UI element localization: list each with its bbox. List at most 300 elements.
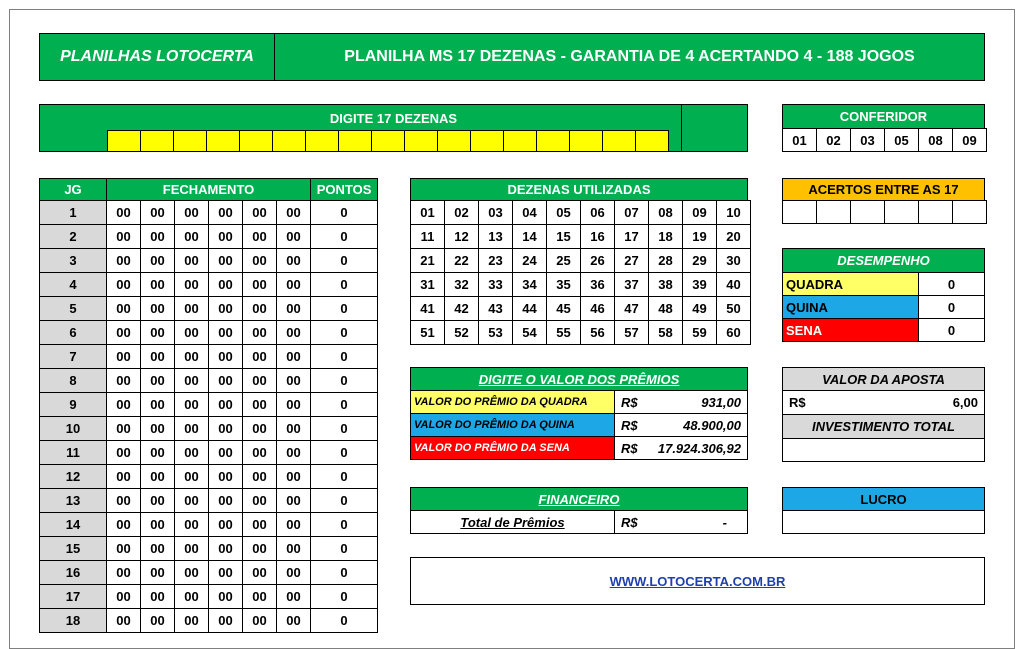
desempenho-row: [782, 318, 985, 342]
dezena-cell: 47: [615, 297, 649, 321]
dezena-cell: 22: [445, 249, 479, 273]
premio-currency: R$: [621, 417, 638, 433]
game-pontos: 0: [311, 585, 378, 609]
premio-row: [410, 413, 748, 437]
game-dezena: 00: [175, 225, 209, 249]
input-number-cell[interactable]: [239, 130, 273, 152]
game-dezena: 00: [141, 585, 175, 609]
game-dezena: 00: [141, 225, 175, 249]
dezenas-row: [411, 225, 751, 249]
dezena-cell: 14: [513, 225, 547, 249]
desempenho-value: 0: [947, 322, 956, 338]
game-dezena: 00: [209, 513, 243, 537]
input-number-cell[interactable]: [503, 130, 537, 152]
game-dezena: 00: [141, 345, 175, 369]
dezenas-row: [411, 249, 751, 273]
game-dezena: 00: [107, 585, 141, 609]
acertos-cells: [782, 200, 987, 224]
input-number-cell[interactable]: [140, 130, 174, 152]
game-dezena: 00: [277, 225, 311, 249]
game-dezena: 00: [175, 489, 209, 513]
game-dezena: 00: [209, 465, 243, 489]
col-jg-header: JG: [40, 179, 107, 201]
game-dezena: 00: [277, 393, 311, 417]
dezena-cell: 49: [683, 297, 717, 321]
game-dezena: 00: [141, 393, 175, 417]
game-dezena: 00: [209, 609, 243, 633]
financeiro-label: Total de Prêmios: [460, 514, 565, 530]
game-dezena: 00: [209, 561, 243, 585]
dezena-cell: 55: [547, 321, 581, 345]
game-dezena: 00: [209, 321, 243, 345]
game-number: 17: [40, 585, 107, 609]
game-dezena: 00: [277, 249, 311, 273]
game-dezena: 00: [141, 537, 175, 561]
desempenho-rows: [782, 272, 985, 342]
acerto-cell: [816, 200, 851, 224]
game-dezena: 00: [175, 273, 209, 297]
game-pontos: 0: [311, 513, 378, 537]
input-number-cell[interactable]: [305, 130, 339, 152]
conferidor-number-cell[interactable]: 01: [782, 128, 817, 152]
dezena-cell: 25: [547, 249, 581, 273]
game-number: 2: [40, 225, 107, 249]
game-dezena: 00: [175, 441, 209, 465]
game-dezena: 00: [175, 393, 209, 417]
dezena-cell: 19: [683, 225, 717, 249]
game-dezena: 00: [243, 417, 277, 441]
game-dezena: 00: [209, 249, 243, 273]
financeiro-currency: R$: [621, 514, 638, 530]
game-pontos: 0: [311, 417, 378, 441]
dezena-cell: 31: [411, 273, 445, 297]
dezena-cell: 03: [479, 201, 513, 225]
game-row: [40, 417, 378, 441]
game-dezena: 00: [141, 609, 175, 633]
game-dezena: 00: [107, 489, 141, 513]
game-dezena: 00: [209, 417, 243, 441]
financeiro-value-cell: [615, 511, 747, 533]
game-number: 5: [40, 297, 107, 321]
game-dezena: 00: [175, 513, 209, 537]
game-pontos: 0: [311, 297, 378, 321]
game-row: [40, 441, 378, 465]
premio-label: VALOR DO PRÊMIO DA QUADRA: [411, 391, 615, 413]
financeiro-header: [410, 487, 748, 511]
dezenas-row: [411, 297, 751, 321]
lucro-header: [782, 487, 985, 511]
game-number: 15: [40, 537, 107, 561]
game-dezena: 00: [107, 417, 141, 441]
dezena-cell: 40: [717, 273, 751, 297]
page-title-banner: [274, 33, 985, 81]
acertos-title: ACERTOS ENTRE AS 17: [808, 182, 959, 197]
conferidor-number-cell[interactable]: 09: [952, 128, 987, 152]
investimento-title: INVESTIMENTO TOTAL: [811, 419, 955, 434]
dezena-cell: 42: [445, 297, 479, 321]
dezena-cell: 01: [411, 201, 445, 225]
game-dezena: 00: [277, 585, 311, 609]
game-dezena: 00: [141, 441, 175, 465]
game-row: [40, 393, 378, 417]
dezenas-header: [410, 178, 748, 201]
game-dezena: 00: [107, 609, 141, 633]
game-dezena: 00: [141, 369, 175, 393]
game-dezena: 00: [141, 201, 175, 225]
game-dezena: 00: [243, 321, 277, 345]
dezena-cell: 28: [649, 249, 683, 273]
game-dezena: 00: [175, 561, 209, 585]
game-dezena: 00: [277, 441, 311, 465]
conferidor-number-cell[interactable]: 08: [918, 128, 953, 152]
game-dezena: 00: [243, 537, 277, 561]
game-number: 6: [40, 321, 107, 345]
game-number: 18: [40, 609, 107, 633]
game-dezena: 00: [141, 465, 175, 489]
premios-header: [410, 367, 748, 391]
col-pontos-header: PONTOS: [311, 179, 378, 201]
game-pontos: 0: [311, 489, 378, 513]
game-dezena: 00: [277, 297, 311, 321]
premio-label: VALOR DO PRÊMIO DA SENA: [411, 437, 615, 459]
game-dezena: 00: [175, 537, 209, 561]
game-dezena: 00: [175, 201, 209, 225]
dezena-cell: 57: [615, 321, 649, 345]
brand-title: PLANILHAS LOTOCERTA: [60, 48, 254, 65]
acerto-cell: [918, 200, 953, 224]
dezena-cell: 18: [649, 225, 683, 249]
game-pontos: 0: [311, 537, 378, 561]
game-dezena: 00: [107, 297, 141, 321]
game-dezena: 00: [277, 201, 311, 225]
aposta-currency: R$: [789, 395, 806, 410]
premios-title: DIGITE O VALOR DOS PRÊMIOS: [478, 371, 680, 387]
input-number-cell[interactable]: [272, 130, 306, 152]
financeiro-title: FINANCEIRO: [538, 491, 620, 507]
game-row: [40, 489, 378, 513]
game-number: 4: [40, 273, 107, 297]
conferidor-header: [782, 104, 985, 129]
lucro-value-cell: [782, 510, 985, 534]
game-dezena: 00: [243, 249, 277, 273]
premio-value: 17.924.306,92: [657, 440, 741, 456]
game-dezena: 00: [175, 369, 209, 393]
input-number-cell[interactable]: [206, 130, 240, 152]
game-number: 11: [40, 441, 107, 465]
game-row: [40, 369, 378, 393]
financeiro-label-cell: [411, 511, 615, 533]
dezena-cell: 24: [513, 249, 547, 273]
game-row: [40, 513, 378, 537]
game-dezena: 00: [141, 513, 175, 537]
game-row: [40, 465, 378, 489]
dezena-cell: 05: [547, 201, 581, 225]
game-pontos: 0: [311, 441, 378, 465]
game-dezena: 00: [243, 513, 277, 537]
game-number: 12: [40, 465, 107, 489]
conferidor-title: CONFERIDOR: [839, 109, 928, 124]
dezena-cell: 37: [615, 273, 649, 297]
conferidor-number-cells: [782, 128, 987, 152]
input-numbers-panel: [39, 104, 748, 152]
game-dezena: 00: [141, 297, 175, 321]
games-table: [39, 178, 378, 633]
game-dezena: 00: [107, 321, 141, 345]
dezena-cell: 51: [411, 321, 445, 345]
dezena-cell: 17: [615, 225, 649, 249]
dezena-cell: 10: [717, 201, 751, 225]
input-number-cells: [107, 130, 669, 152]
dezena-cell: 35: [547, 273, 581, 297]
game-dezena: 00: [141, 273, 175, 297]
acerto-cell: [952, 200, 987, 224]
dezena-cell: 44: [513, 297, 547, 321]
input-number-cell[interactable]: [338, 130, 372, 152]
game-dezena: 00: [277, 489, 311, 513]
dezena-cell: 11: [411, 225, 445, 249]
game-dezena: 00: [277, 537, 311, 561]
input-number-cell[interactable]: [437, 130, 471, 152]
game-row: [40, 609, 378, 633]
premio-currency: R$: [621, 394, 638, 410]
input-number-cell[interactable]: [404, 130, 438, 152]
game-row: [40, 537, 378, 561]
game-pontos: 0: [311, 273, 378, 297]
games-table-wrap: [39, 178, 377, 628]
acertos-header: [782, 178, 985, 201]
game-dezena: 00: [243, 441, 277, 465]
input-number-cell[interactable]: [536, 130, 570, 152]
dezena-cell: 29: [683, 249, 717, 273]
premio-value: 48.900,00: [683, 417, 741, 433]
investimento-header: [782, 414, 985, 439]
dezena-cell: 02: [445, 201, 479, 225]
game-number: 1: [40, 201, 107, 225]
game-pontos: 0: [311, 465, 378, 489]
game-pontos: 0: [311, 393, 378, 417]
game-dezena: 00: [141, 489, 175, 513]
game-pontos: 0: [311, 369, 378, 393]
dezena-cell: 48: [649, 297, 683, 321]
premio-label: VALOR DO PRÊMIO DA QUINA: [411, 414, 615, 436]
dezena-cell: 45: [547, 297, 581, 321]
aposta-row[interactable]: [782, 390, 985, 415]
game-dezena: 00: [277, 321, 311, 345]
game-dezena: 00: [107, 369, 141, 393]
game-row: [40, 585, 378, 609]
financeiro-value: -: [722, 514, 727, 530]
premio-row: [410, 390, 748, 414]
dezena-cell: 53: [479, 321, 513, 345]
desempenho-row: [782, 295, 985, 319]
dezena-cell: 15: [547, 225, 581, 249]
game-dezena: 00: [209, 489, 243, 513]
game-dezena: 00: [141, 249, 175, 273]
input-number-cell[interactable]: [470, 130, 504, 152]
premio-value-cell[interactable]: [615, 437, 747, 459]
game-pontos: 0: [311, 321, 378, 345]
input-number-cell[interactable]: [371, 130, 405, 152]
game-dezena: 00: [175, 417, 209, 441]
dezena-cell: 41: [411, 297, 445, 321]
dezena-cell: 07: [615, 201, 649, 225]
premio-value-cell[interactable]: [615, 391, 747, 413]
game-dezena: 00: [107, 465, 141, 489]
game-pontos: 0: [311, 609, 378, 633]
game-dezena: 00: [175, 609, 209, 633]
desempenho-value: 0: [947, 299, 956, 315]
game-row: [40, 321, 378, 345]
website-link[interactable]: WWW.LOTOCERTA.COM.BR: [609, 573, 786, 589]
game-row: [40, 561, 378, 585]
game-dezena: 00: [175, 585, 209, 609]
game-pontos: 0: [311, 201, 378, 225]
game-row: [40, 225, 378, 249]
game-dezena: 00: [243, 465, 277, 489]
game-pontos: 0: [311, 561, 378, 585]
game-dezena: 00: [277, 273, 311, 297]
dezena-cell: 08: [649, 201, 683, 225]
game-dezena: 00: [277, 513, 311, 537]
input-number-cell[interactable]: [602, 130, 636, 152]
input-number-cell[interactable]: [569, 130, 603, 152]
conferidor-number-cell[interactable]: 03: [850, 128, 885, 152]
dezena-cell: 50: [717, 297, 751, 321]
game-dezena: 00: [243, 273, 277, 297]
desempenho-label: SENA: [783, 319, 919, 341]
conferidor-number-cell[interactable]: 02: [816, 128, 851, 152]
dezenas-row: [411, 201, 751, 225]
lucro-title: LUCRO: [860, 491, 907, 507]
dezena-cell: 13: [479, 225, 513, 249]
dezena-cell: 21: [411, 249, 445, 273]
acerto-cell: [782, 200, 817, 224]
premio-currency: R$: [621, 440, 638, 456]
game-dezena: 00: [107, 225, 141, 249]
game-number: 9: [40, 393, 107, 417]
page-title: PLANILHA MS 17 DEZENAS - GARANTIA DE 4 ACERTANDO 4 - 188 JOGOS: [344, 48, 915, 65]
game-number: 7: [40, 345, 107, 369]
game-number: 14: [40, 513, 107, 537]
game-row: [40, 201, 378, 225]
game-dezena: 00: [107, 441, 141, 465]
dezena-cell: 30: [717, 249, 751, 273]
dezenas-table: [410, 200, 751, 345]
premio-value: 931,00: [701, 394, 741, 410]
aposta-title: VALOR DA APOSTA: [822, 371, 945, 387]
dezena-cell: 33: [479, 273, 513, 297]
game-number: 8: [40, 369, 107, 393]
game-number: 13: [40, 489, 107, 513]
game-dezena: 00: [141, 561, 175, 585]
dezena-cell: 34: [513, 273, 547, 297]
dezena-cell: 16: [581, 225, 615, 249]
dezena-cell: 12: [445, 225, 479, 249]
game-row: [40, 273, 378, 297]
game-dezena: 00: [107, 513, 141, 537]
desempenho-label: QUADRA: [783, 273, 919, 295]
desempenho-title: DESEMPENHO: [837, 253, 930, 268]
game-number: 3: [40, 249, 107, 273]
game-dezena: 00: [277, 561, 311, 585]
col-fechamento-header: FECHAMENTO: [107, 179, 311, 201]
dezenas-row: [411, 321, 751, 345]
game-dezena: 00: [175, 345, 209, 369]
dezena-cell: 20: [717, 225, 751, 249]
game-dezena: 00: [107, 273, 141, 297]
dezena-cell: 04: [513, 201, 547, 225]
game-dezena: 00: [175, 249, 209, 273]
desempenho-label: QUINA: [783, 296, 919, 318]
game-dezena: 00: [243, 489, 277, 513]
game-pontos: 0: [311, 345, 378, 369]
input-number-cell[interactable]: [107, 130, 141, 152]
game-dezena: 00: [209, 393, 243, 417]
dezena-cell: 43: [479, 297, 513, 321]
dezena-cell: 54: [513, 321, 547, 345]
game-dezena: 00: [243, 609, 277, 633]
game-dezena: 00: [243, 225, 277, 249]
premio-row: [410, 436, 748, 460]
dezena-cell: 36: [581, 273, 615, 297]
game-pontos: 0: [311, 249, 378, 273]
game-dezena: 00: [107, 537, 141, 561]
aposta-value: 6,00: [952, 395, 978, 410]
dezenas-title: DEZENAS UTILIZADAS: [507, 182, 651, 197]
game-dezena: 00: [209, 537, 243, 561]
game-dezena: 00: [107, 345, 141, 369]
financeiro-row: [410, 510, 748, 534]
dezena-cell: 09: [683, 201, 717, 225]
game-dezena: 00: [277, 345, 311, 369]
dezena-cell: 46: [581, 297, 615, 321]
game-dezena: 00: [243, 561, 277, 585]
game-dezena: 00: [243, 393, 277, 417]
dezenas-row: [411, 273, 751, 297]
game-dezena: 00: [209, 297, 243, 321]
desempenho-row: [782, 272, 985, 296]
game-dezena: 00: [243, 345, 277, 369]
game-dezena: 00: [141, 321, 175, 345]
dezena-cell: 27: [615, 249, 649, 273]
conferidor-number-cell[interactable]: 05: [884, 128, 919, 152]
dezena-cell: 26: [581, 249, 615, 273]
dezena-cell: 38: [649, 273, 683, 297]
game-dezena: 00: [107, 393, 141, 417]
dezena-cell: 52: [445, 321, 479, 345]
game-dezena: 00: [209, 225, 243, 249]
game-row: [40, 297, 378, 321]
premio-value-cell[interactable]: [615, 414, 747, 436]
game-dezena: 00: [107, 249, 141, 273]
input-panel-divider: [681, 105, 682, 151]
dezena-cell: 58: [649, 321, 683, 345]
acerto-cell: [850, 200, 885, 224]
game-dezena: 00: [209, 201, 243, 225]
game-dezena: 00: [243, 369, 277, 393]
input-number-cell[interactable]: [635, 130, 669, 152]
desempenho-value: 0: [947, 276, 956, 292]
website-box: [410, 557, 985, 605]
game-dezena: 00: [277, 369, 311, 393]
input-number-cell[interactable]: [173, 130, 207, 152]
game-dezena: 00: [209, 345, 243, 369]
dezena-cell: 60: [717, 321, 751, 345]
game-dezena: 00: [209, 585, 243, 609]
game-number: 10: [40, 417, 107, 441]
dezena-cell: 06: [581, 201, 615, 225]
game-row: [40, 345, 378, 369]
